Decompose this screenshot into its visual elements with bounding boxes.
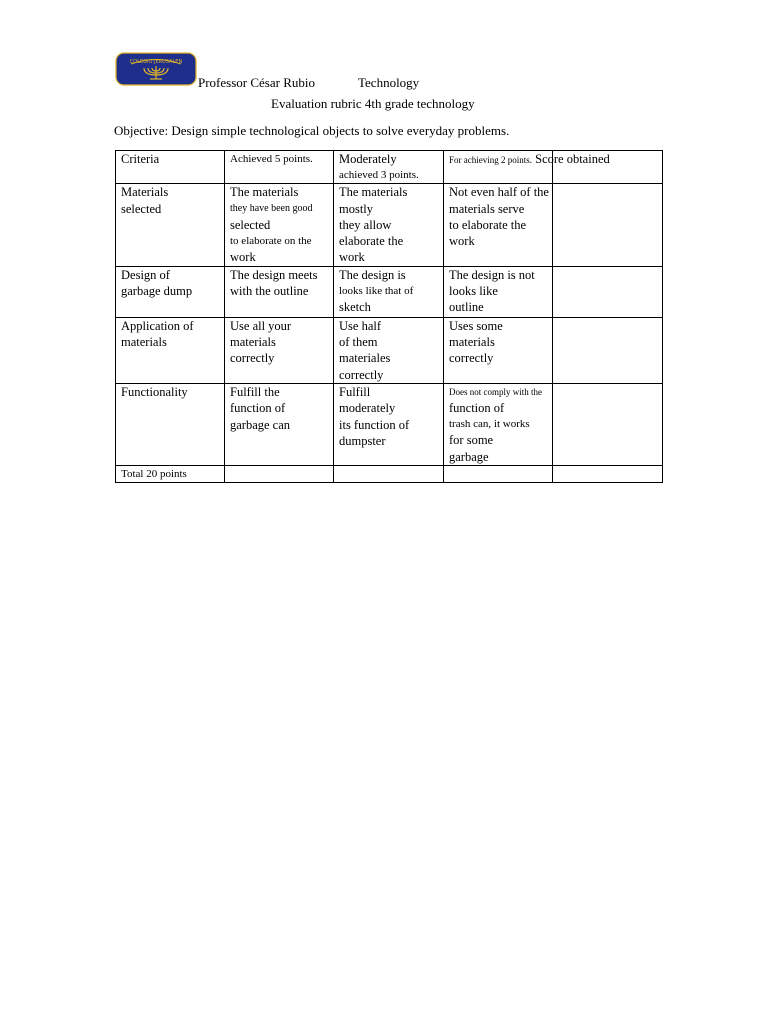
rubric-table [115,150,663,483]
svg-text:COLEGIO JERUSALEN: COLEGIO JERUSALEN [129,59,183,65]
table-row [116,184,663,266]
criteria-cell: Application of materials [116,317,225,383]
header-cell-moderate: Moderately achieved 3 points. [334,151,444,184]
table-row [116,317,663,383]
subject-label: Technology [358,75,420,90]
score-cell[interactable] [553,266,663,317]
document-title: Evaluation rubric 4th grade technology [271,96,475,111]
score-cell[interactable] [553,184,663,266]
header-cell-criteria: Criteria [116,151,225,184]
achieved-cell: Use all your materials correctly [225,317,334,383]
header-cell-achieved: Achieved 5 points. [225,151,334,184]
score-cell[interactable] [553,317,663,383]
criteria-cell: Materials selected [116,184,225,266]
school-logo [115,52,197,86]
moderate-cell: The design is looks like that of sketch [334,266,444,317]
low-cell: Not even half of the materials serve to elaborate the work [444,184,553,266]
low-cell: The design is not looks like outline [444,266,553,317]
professor-name: Professor César Rubio [198,75,315,90]
low-cell: Does not comply with the function of trash can, it works for some garbage [444,383,553,465]
total-cell [334,465,444,482]
total-cell [444,465,553,482]
total-row [116,465,663,482]
score-cell[interactable] [553,383,663,465]
moderate-cell: Use half of them materiales correctly [334,317,444,383]
table-header-row [116,151,663,184]
table-row [116,383,663,465]
criteria-cell: Functionality [116,383,225,465]
total-score-cell[interactable] [553,465,663,482]
header-cell-low: For achieving 2 points. Score obtained [444,151,553,184]
achieved-cell: The design meets with the outline [225,266,334,317]
total-label: Total 20 points [116,465,225,482]
moderate-cell: Fulfill moderately its function of dumpster [334,383,444,465]
total-cell [225,465,334,482]
low-cell: Uses some materials correctly [444,317,553,383]
objective-text: Objective: Design simple technological objects to solve everyday problems. [114,123,510,138]
table-row [116,266,663,317]
achieved-cell: Fulfill the function of garbage can [225,383,334,465]
achieved-cell: The materials they have been good selected to elaborate on the work [225,184,334,266]
moderate-cell: The materials mostly they allow elaborate the work [334,184,444,266]
criteria-cell: Design of garbage dump [116,266,225,317]
